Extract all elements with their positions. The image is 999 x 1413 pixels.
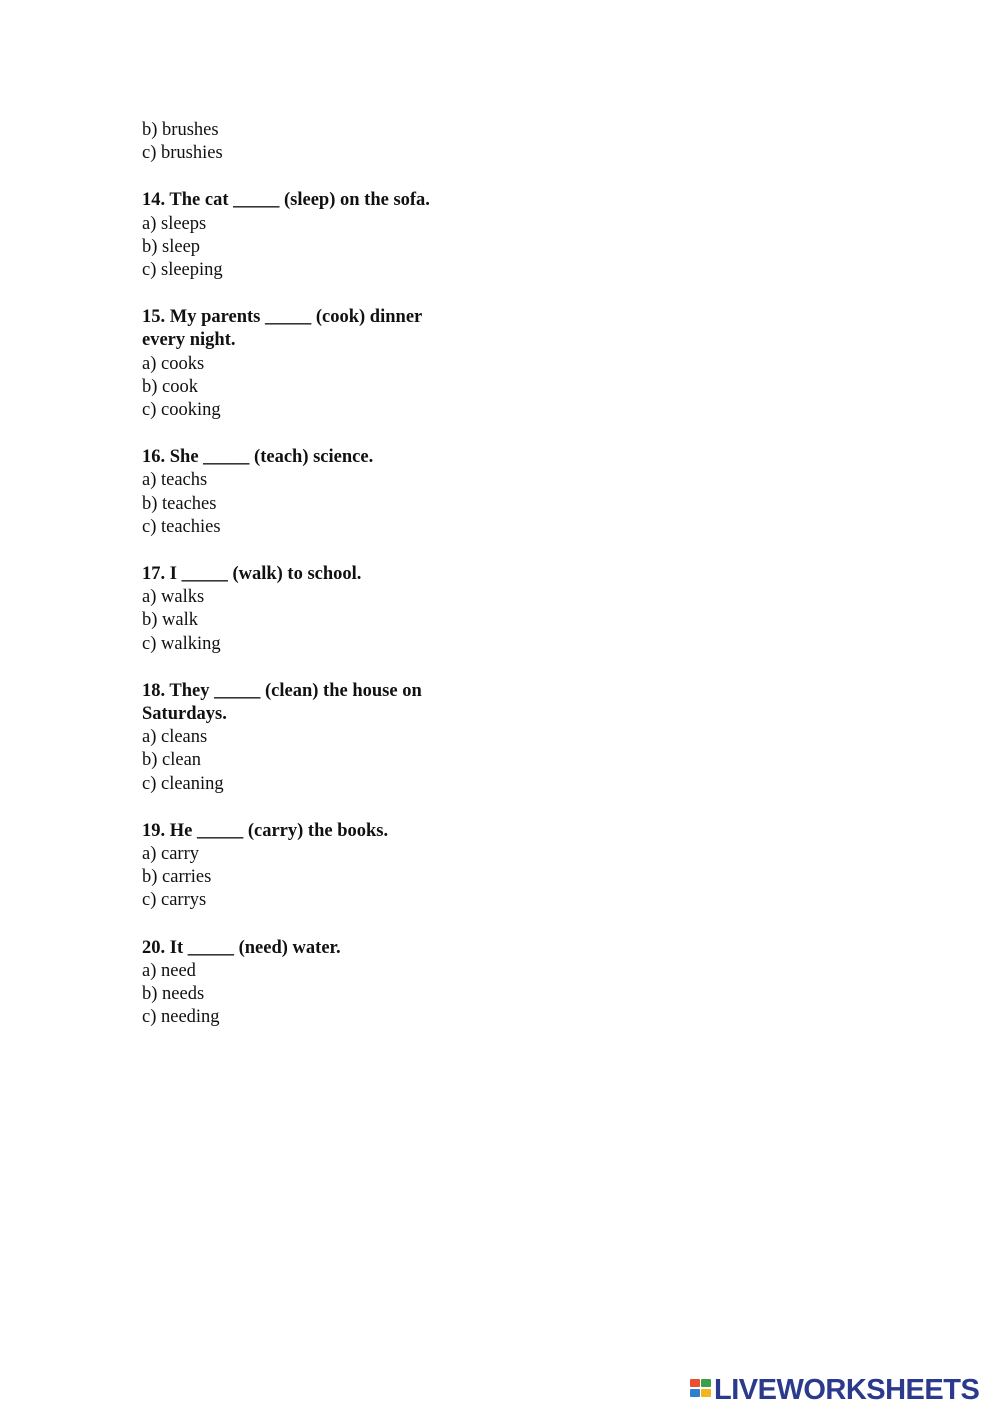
question-text: 16. She _____ (teach) science. <box>142 447 374 468</box>
question-text: 18. They _____ (clean) the house on <box>142 680 422 701</box>
question-text-continued: every night. <box>142 330 236 351</box>
question-text: 19. He _____ (carry) the books. <box>142 820 389 841</box>
option-c: c) teachies <box>142 516 221 537</box>
option-c: c) sleeping <box>142 260 223 281</box>
option-a: a) cleans <box>142 727 208 748</box>
option-b: b) carries <box>142 867 212 888</box>
option-b: b) needs <box>142 984 205 1005</box>
question-block <box>142 937 472 1030</box>
question-block <box>142 306 472 422</box>
liveworksheets-logo <box>690 1372 979 1408</box>
question-block <box>142 189 472 282</box>
option-line: c) brushies <box>142 143 223 164</box>
option-b: b) walk <box>142 610 198 631</box>
question-block <box>142 820 472 913</box>
option-c: c) walking <box>142 633 221 654</box>
option-a: a) carry <box>142 844 199 865</box>
option-c: c) carrys <box>142 890 207 911</box>
option-c: c) needing <box>142 1007 220 1028</box>
option-a: a) walks <box>142 587 205 608</box>
worksheet-content <box>142 119 472 1030</box>
question-text: 17. I _____ (walk) to school. <box>142 564 362 585</box>
question-text: 15. My parents _____ (cook) dinner <box>142 307 423 328</box>
option-a: a) sleeps <box>142 213 207 234</box>
question-text: 20. It _____ (need) water. <box>142 937 341 958</box>
option-c: c) cleaning <box>142 773 224 794</box>
option-a: a) need <box>142 960 196 981</box>
option-b: b) cook <box>142 376 198 397</box>
option-a: a) teachs <box>142 470 208 491</box>
question-block <box>142 680 472 796</box>
liveworksheets-logo-icon <box>690 1377 712 1403</box>
option-b: b) clean <box>142 750 202 771</box>
option-b: b) teaches <box>142 493 217 514</box>
option-b: b) sleep <box>142 236 201 257</box>
question-block <box>142 563 472 656</box>
question-text-continued: Saturdays. <box>142 704 227 725</box>
question-block <box>142 446 472 539</box>
logo-text: LIVEWORKSHEETS <box>714 1373 980 1406</box>
option-line: b) brushes <box>142 120 219 140</box>
option-a: a) cooks <box>142 353 205 374</box>
question-text: 14. The cat _____ (sleep) on the sofa. <box>142 190 430 211</box>
option-c: c) cooking <box>142 400 221 421</box>
